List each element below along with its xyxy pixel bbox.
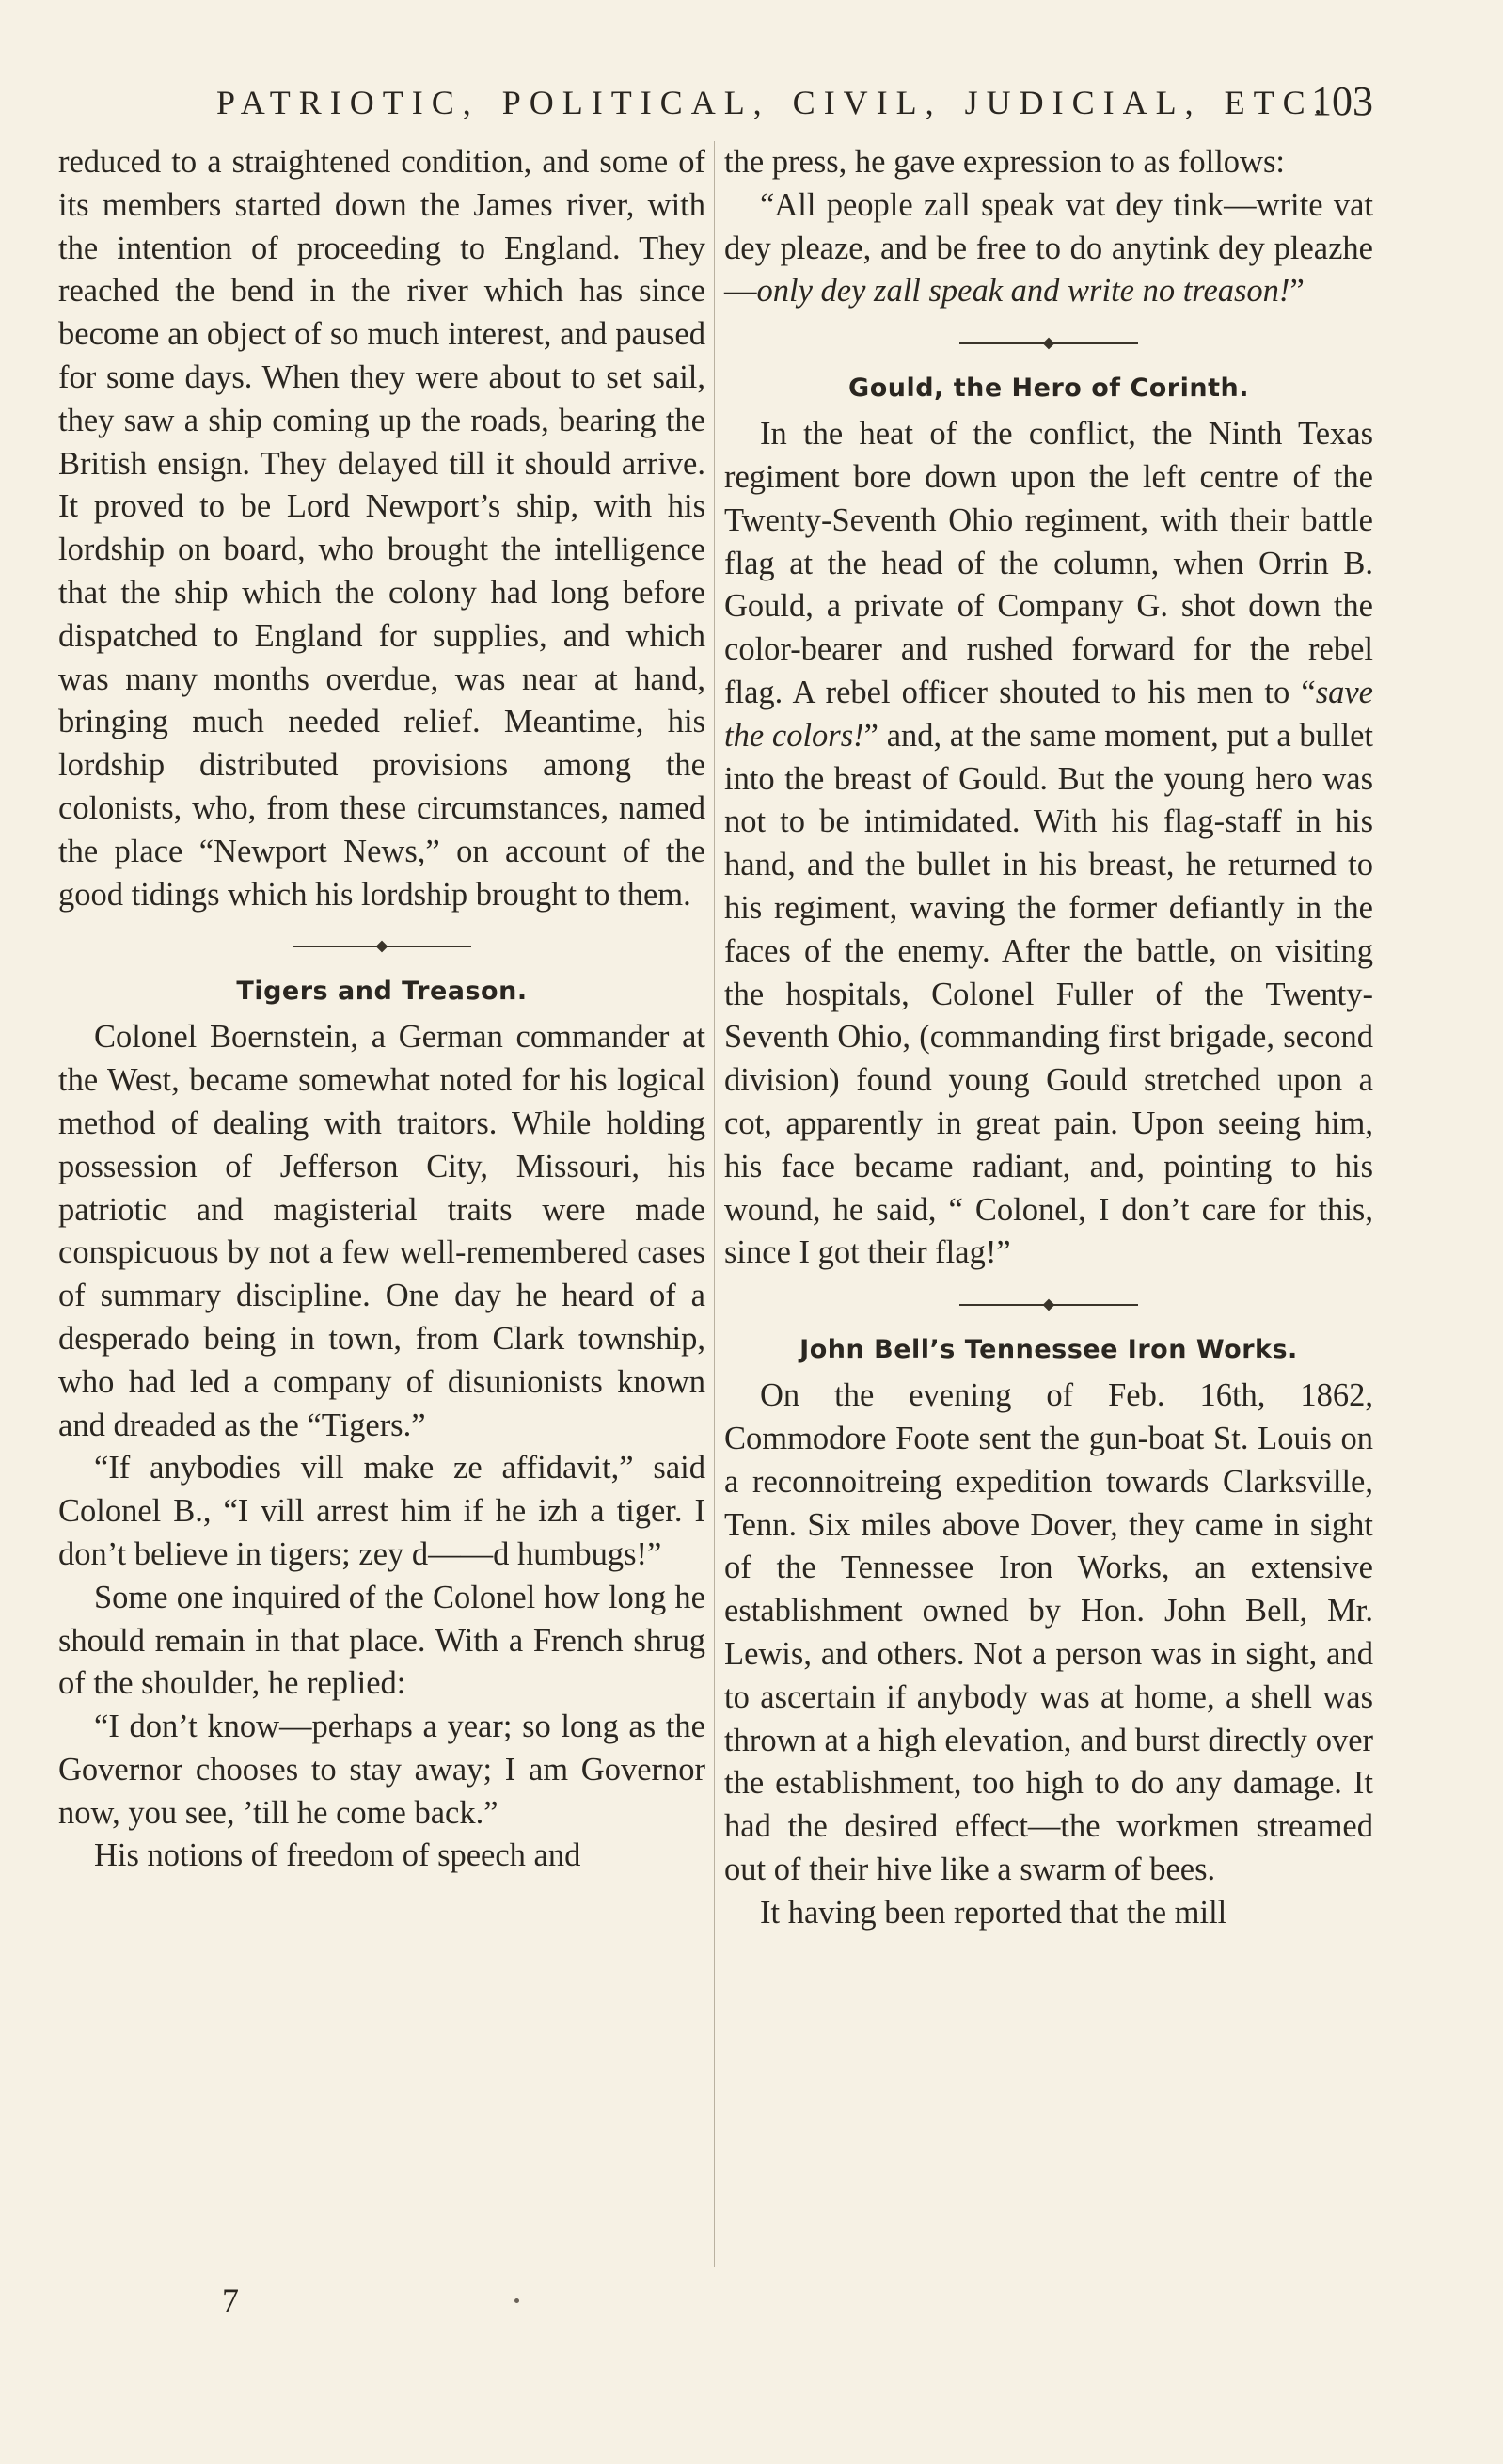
- paragraph-governor-quote: “I don’t know—perhaps a year; so long as the Governor chooses to stay away; I am Governor now, you see, ’till he come back.”: [58, 1709, 705, 1831]
- page-header: [216, 78, 1373, 139]
- paragraph-newport-news: reduced to a straightened condition, and some of its members started down the James river, with the intention of proceeding to England. They reached the bend in the river which has since become an object of so much interest, and paused for some days. When they were about to set sail, they saw a ship coming up the roads, bearing the British ensign. They delayed till it should arrive. It proved to be Lord Newport’s ship, with his lordship on board, who brought the intelligence that the ship which the colony had long before dispatched to England for supplies, and which was many months overdue, was near at hand, bringing much needed relief. Meantime, his lordship distributed provisions among the colonists, who, from these circumstances, named the place “Newport News,” on account of the good tidings which his lordship brought to them.: [58, 144, 705, 913]
- page-number: 103: [1311, 78, 1373, 124]
- column-divider: [714, 141, 715, 2267]
- section-separator: [724, 1284, 1373, 1326]
- treason-quote-italic: only dey zall speak and write no treason!: [756, 273, 1290, 310]
- heading-john-bell-iron-works: John Bell’s Tennessee Iron Works.: [799, 1335, 1298, 1365]
- paragraph-inquiry: Some one inquired of the Colonel how long he should remain in that place. With a French shrug of the shoulder, he replied:: [58, 1579, 705, 1702]
- print-speck: [514, 2298, 519, 2303]
- running-title: PATRIOTIC, POLITICAL, CIVIL, JUDICIAL, ETC.: [216, 84, 1331, 121]
- section-separator: [58, 926, 705, 967]
- signature-mark: 7: [222, 2281, 239, 2319]
- treason-quote-end: ”: [1289, 273, 1305, 310]
- paragraph-affidavit-quote: “If anybodies vill make ze affidavit,” said Colonel B., “I vill arrest him if he izh a tiger. I don’t believe in tigers; zey d——d humbugs!”: [58, 1450, 705, 1572]
- gould-text-end: ” and, at the same moment, put a bullet into the breast of Gould. But the young hero was not to be intimidated. With his flag-staff in his hand, and the bullet in his breast, he returned to his regiment, waving the former defiantly in the faces of the enemy. After the battle, on visiting the hospitals, Colonel Fuller of the Twenty-Seventh Ohio, (commanding first brigade, second division) found young Gould stretched upon a cot, apparently in great pain. Upon seeing him, his face became radiant, and, pointing to his wound, he said, “ Colonel, I don’t care for this, since I got their flag!”: [724, 717, 1373, 1271]
- paragraph-boernstein: Colonel Boernstein, a German commander at the West, became somewhat noted for his logical method of dealing with traitors. While holding possession of Jefferson City, Missouri, his patriotic and magisterial traits were made conspicuous by not a few well-remembered cases of summary discipline. One day he heard of a desperado being in town, from Clark township, who had led a company of disunionists known and dreaded as the “Tigers.”: [58, 1019, 705, 1443]
- heading-gould-hero-of-corinth: Gould, the Hero of Corinth.: [848, 374, 1249, 404]
- heading-tigers-and-treason: Tigers and Treason.: [236, 977, 528, 1007]
- treason-quote-start: “All people zall speak vat dey tink—write vat dey pleaze, and be free to do anytink dey pleazhe—: [724, 186, 1373, 310]
- gould-text-italic: save the colors!: [724, 674, 1373, 754]
- paragraph-freedom-of-speech: His notions of freedom of speech and: [94, 1837, 581, 1874]
- paragraph-foote-expedition: On the evening of Feb. 16th, 1862, Commodore Foote sent the gun-boat St. Louis on a reconnoitreing expedition towards Clarksville, Tenn. Six miles above Dover, they came in sight of the Tennessee Iron Works, an extensive establishment owned by Hon. John Bell, Mr. Lewis, and others. Not a person was in sight, and to ascertain if anybody was at home, a shell was thrown at a high elevation, and burst directly over the establishment, too high to do any damage. It had the desired effect—the workmen streamed out of their hive like a swarm of bees.: [724, 1377, 1373, 1887]
- section-separator: [724, 323, 1373, 364]
- paragraph-gould: [724, 413, 1373, 1275]
- left-column: [58, 141, 705, 1878]
- right-column: [724, 141, 1373, 1934]
- paragraph-treason-quote: [724, 184, 1373, 313]
- gould-text-start: In the heat of the conflict, the Ninth Texas regiment bore down upon the left centre of the Twenty-Seventh Ohio regiment, with their battle flag at the head of the column, when Orrin B. Gould, a private of Company G. shot down the color-bearer and rushed forward for the rebel flag. A rebel officer shouted to his men to “: [724, 416, 1373, 710]
- paragraph-mill-report: It having been reported that the mill: [760, 1894, 1227, 1931]
- paragraph-press: the press, he gave expression to as follows:: [724, 144, 1285, 180]
